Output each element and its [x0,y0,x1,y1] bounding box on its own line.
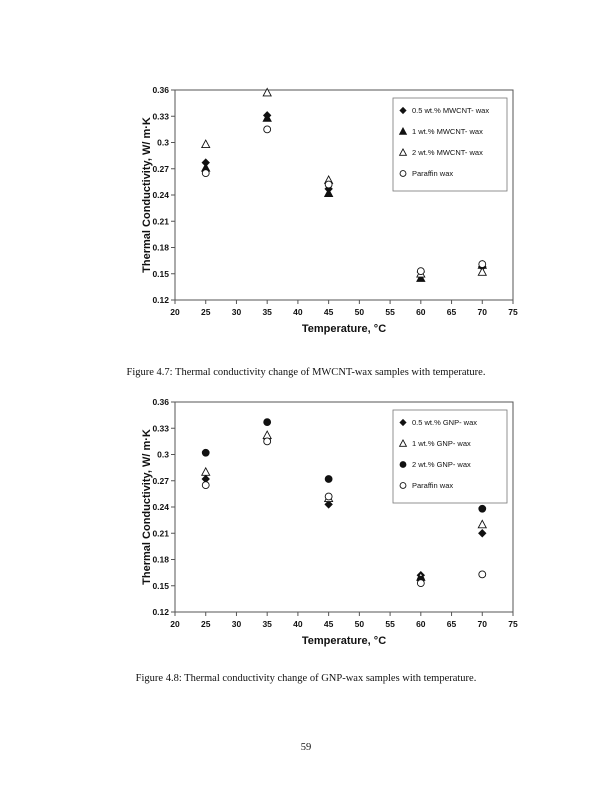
svg-text:30: 30 [231,619,242,629]
svg-text:30: 30 [231,307,242,317]
svg-text:75: 75 [508,307,518,317]
svg-text:35: 35 [262,307,272,317]
svg-text:Thermal Conductivity, W/ m·K: Thermal Conductivity, W/ m·K [141,429,153,585]
svg-text:65: 65 [446,619,457,629]
svg-text:50: 50 [354,619,365,629]
svg-text:Thermal Conductivity, W/ m·K: Thermal Conductivity, W/ m·K [141,117,153,273]
svg-text:45: 45 [323,619,334,629]
svg-text:25: 25 [200,619,211,629]
svg-text:0.18: 0.18 [152,554,169,565]
mwcnt-wax-scatter-chart [140,84,520,336]
svg-text:2 wt.% GNP- wax: 2 wt.% GNP- wax [412,460,471,469]
svg-text:0.12: 0.12 [152,295,169,305]
svg-text:0.12: 0.12 [152,607,169,617]
gnp-wax-scatter-chart [140,396,520,648]
svg-text:1 wt.% MWCNT- wax: 1 wt.% MWCNT- wax [412,127,483,136]
svg-text:60: 60 [416,619,426,629]
svg-text:25: 25 [200,307,211,317]
svg-text:0.15: 0.15 [152,580,169,591]
svg-text:0.3: 0.3 [157,449,169,460]
figure-4-8-caption: Figure 4.8: Thermal conductivity change of GNP-wax samples with temperature. [135,673,477,684]
svg-text:0.27: 0.27 [152,475,169,486]
svg-text:0.36: 0.36 [152,397,169,407]
svg-text:0.18: 0.18 [152,242,169,253]
svg-text:0.24: 0.24 [152,190,169,200]
svg-text:0.33: 0.33 [152,423,169,434]
svg-text:Temperature, °C: Temperature, °C [301,323,387,335]
svg-text:Temperature, °C: Temperature, °C [301,635,387,647]
svg-text:20: 20 [170,307,180,317]
svg-text:55: 55 [385,619,395,629]
svg-text:0.27: 0.27 [152,163,169,174]
svg-text:0.15: 0.15 [152,268,169,279]
svg-text:0.3: 0.3 [157,137,169,148]
svg-text:20: 20 [170,619,180,629]
page-number: 59 [300,742,312,753]
svg-text:65: 65 [446,307,457,317]
svg-text:45: 45 [323,307,334,317]
svg-text:0.21: 0.21 [152,528,169,539]
svg-text:0.21: 0.21 [152,216,169,227]
svg-text:35: 35 [262,619,272,629]
svg-text:0.5 wt.% GNP- wax: 0.5 wt.% GNP- wax [412,418,478,427]
svg-text:0.33: 0.33 [152,111,169,122]
svg-text:0.5 wt.% MWCNT- wax: 0.5 wt.% MWCNT- wax [412,106,490,115]
svg-text:60: 60 [416,307,426,317]
svg-text:40: 40 [293,307,303,317]
svg-text:Paraffin wax: Paraffin wax [412,169,454,178]
svg-text:75: 75 [508,619,518,629]
svg-text:Paraffin wax: Paraffin wax [412,481,454,490]
svg-text:50: 50 [354,307,365,317]
svg-text:0.36: 0.36 [152,85,169,95]
svg-text:55: 55 [385,307,395,317]
svg-text:2 wt.% MWCNT- wax: 2 wt.% MWCNT- wax [412,148,483,157]
svg-text:0.24: 0.24 [152,502,169,512]
svg-text:70: 70 [477,619,488,629]
figure-4-7-caption: Figure 4.7: Thermal conductivity change of MWCNT-wax samples with temperature. [126,367,486,378]
svg-text:1 wt.% GNP- wax: 1 wt.% GNP- wax [412,439,471,448]
svg-text:40: 40 [293,619,303,629]
svg-text:70: 70 [477,307,488,317]
